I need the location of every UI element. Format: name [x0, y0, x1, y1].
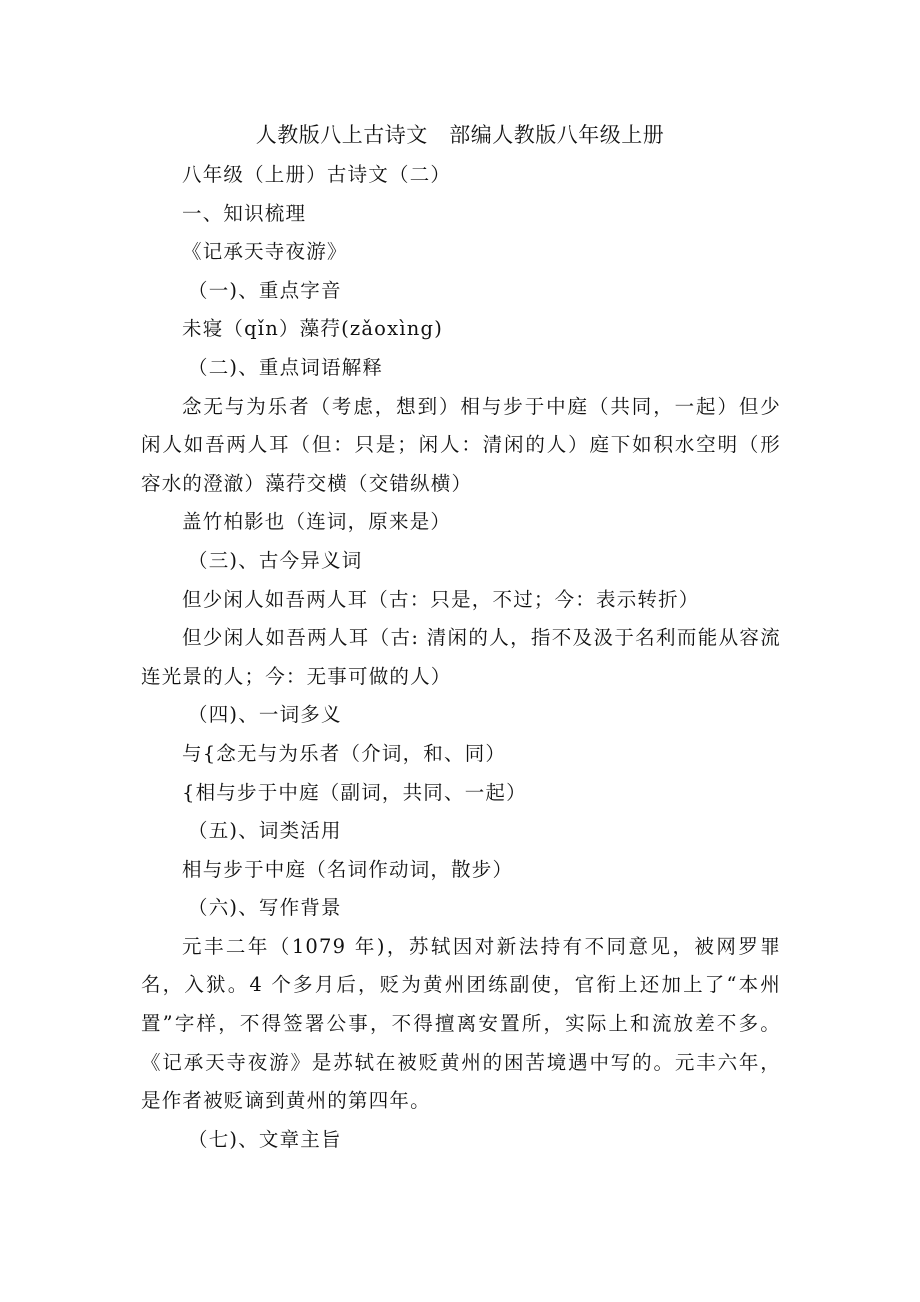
- subsection-heading: （七)、文章主旨: [188, 1127, 342, 1151]
- subsection-heading: （六)、写作背景: [188, 896, 342, 920]
- paragraph: 未寝（qǐn）藻荇(zǎoxìng): [182, 317, 444, 341]
- section-heading: 八年级（上册）古诗文（二）: [182, 163, 452, 186]
- poem-title: 《记承天寺夜游》: [182, 240, 348, 264]
- paragraph: 与{念无与为乐者（介词，和、同）: [182, 741, 507, 765]
- document-title: 人教版八上古诗文 部编人教版八年级上册: [255, 123, 665, 147]
- paragraph: 念无与为乐者（考虑，想到）相与步于中庭（共同，一起）但少闲人如吾两人耳（但：只是；闲人：清闲的人）庭下如积水空明（形容水的澄澈）藻荇交横（交错纵横）: [141, 394, 781, 495]
- paragraph: 盖竹柏影也（连词，原来是）: [182, 510, 452, 534]
- subsection-heading: （三)、古今异义词: [188, 548, 363, 572]
- subsection-heading: （一)、重点字音: [188, 278, 342, 302]
- paragraph: {相与步于中庭（副词，共同、一起）: [182, 780, 527, 804]
- subsection-heading: （四)、一词多义: [188, 703, 342, 727]
- subsection-heading: （二)、重点词语解释: [188, 355, 384, 379]
- subsection-heading: （五)、词类活用: [188, 819, 342, 843]
- paragraph: 但少闲人如吾两人耳（古: 清闲的人，指不及汲于名利而能从容流连光景的人；今：无事可做的人）: [141, 626, 781, 688]
- paragraph: 相与步于中庭（名词作动词，散步）: [182, 857, 514, 881]
- paragraph: 但少闲人如吾两人耳（古：只是，不过；今：表示转折）: [182, 587, 700, 611]
- section-heading: 一、知识梳理: [182, 201, 307, 225]
- document-body: [141, 156, 781, 1159]
- paragraph: 元丰二年（1079 年)，苏轼因对新法持有不同意见，被网罗罪名，入狱。4 个多月后，贬为黄州团练副使，官衔上还加上了“本州置”字样，不得签署公事，不得擅离安置所，实际上和流放差不多。《记承天寺夜游》是苏轼在被贬黄州的困苦境遇中写的。元丰六年，是作者被贬谪到黄州的第四年。: [141, 934, 781, 1113]
